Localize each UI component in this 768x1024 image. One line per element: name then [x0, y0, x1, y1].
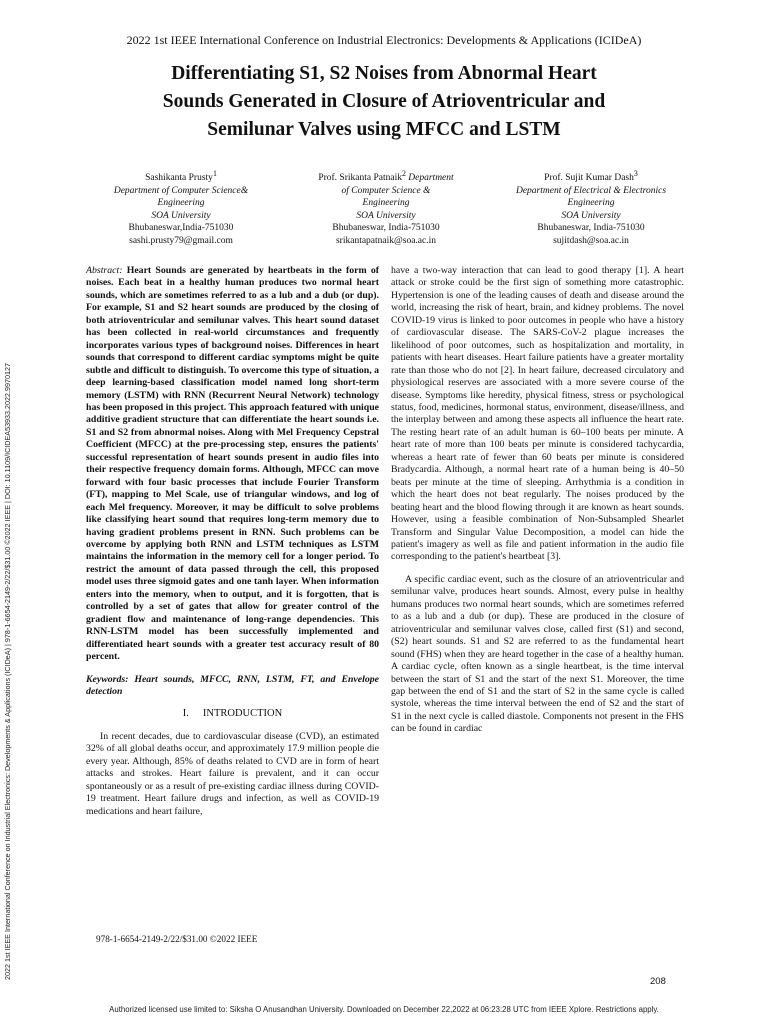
footer-isbn: 978-1-6654-2149-2/22/$31.00 ©2022 IEEE — [96, 934, 258, 944]
title-line: Sounds Generated in Closure of Atrioventricular and — [162, 91, 606, 112]
author-affiliation: Department of Electrical & Electronics — [515, 185, 667, 196]
author-affiliation: SOA University — [356, 210, 416, 221]
author-email[interactable]: sujitdash@soa.ac.in — [553, 235, 629, 246]
author-1 — [86, 168, 276, 247]
section-number: I. — [182, 708, 189, 720]
keywords-text: Heart sounds, MFCC, RNN, LSTM, FT, and Envelope detection — [86, 673, 380, 697]
body-paragraph: have a two-way interaction that can lead to good therapy [1]. A heart attack or stroke could be the first sign of something more catastrophic. Hypertension is one of the leading causes of death and disease around the world, increasing the risk of heart, brain, and kidney problems. The novel COVID-19 virus is linked to poor outcomes in people who have a history of cardiovascular disease. The SARS-CoV-2 plague increases the likelihood of poor outcomes, such as hospitalization and mortality, in patients with heart diseases. Heart failure patients have a greater mortality rate than those who do not [2]. In heart failure, decreased circulatory and physiological reserves are associated with a more severe course of the disease. Symptoms like heredity, physical fitness, stress or psychological status, food, medicines, hormonal status, environment, disease/illness, and the interplay between and among these aspects all influence the heart rate. The resting heart rate of an adult human is 60–100 beats per minute. A heart rate of more than 100 beats per minute is considered tachycardia, whereas a heart rate of fewer than 60 beats per minute is considered Bradycardia. Although, a normal heart rate of a human being is 40–50 beats per minute at the time of sleeping. Arrhythmia is a condition in which the heart does not beat regularly. The noises produced by the beating heart and the blood flowing through it are known as heart sounds. However, using a feasible combination of Non-Subsampled Shearlet Transform and Singular Value Decomposition, a model can hide the patient's imagery as well as file and patient information in the audio file corresponding to the patient's heartbeat [3]. — [391, 265, 684, 563]
side-doi-banner: 2022 1st IEEE International Conference on Industrial Electronics: Developments & Applications (ICIDeA) | 978-1-6654-2149-2/22/$31.00 ©2022 IEEE | DOI: 10.1109/ICIDEA53933.2022.9970127 — [3, 362, 12, 980]
author-location: Bhubaneswar, India-751030 — [537, 223, 645, 234]
author-3 — [496, 168, 686, 247]
author-location: Bhubaneswar,India-751030 — [128, 223, 234, 234]
paper-title — [40, 60, 728, 144]
author-block — [86, 168, 686, 247]
author-name-suffix: Department — [408, 173, 454, 184]
abstract-text: Heart Sounds are generated by heartbeats in the form of noises. Each beat in a healthy human produces two normal heart sounds, which are sometimes referred to as a lub and a dub (or dup). For example, S1 and S2 heart sounds are produced by the closing of both atrioventricular and semilunar valves. This heart sound dataset has been collected in real-world circumstances and frequently incorporates various types of background noises. Differences in heart sounds that correspond to different cardiac symptoms might be quite subtle and difficult to distinguish. To overcome this type of situation, a deep learning-based classification model named long short-term memory (LSTM) with RNN (Recurrent Neural Network) technology has been proposed in this project. This approach featured with unique additive gradient structure that can differentiate the heart sounds i.e. S1 and S2 from abnormal noises. Along with Mel Frequency Cepstral Coefficient (MFCC) at the pre-processing step, ensures the patients' successful representation of heart sounds present in audio files into their respective frequency domain forms. Although, MFCC can move forward with four basic processes that include Fourier Transform (FT), mapping to Mel Scale, use of triangular windows, and log of each Mel frequency. Moreover, it may be difficult to solve problems like classifying heart sound that requires long-term memory due to having gradient problems present in RNN. Such problems can be overcome by applying both RNN and LSTM techniques as LSTM maintains the information in the memory cell for a longer period. To restrict the amount of data passed through the cell, this proposed model uses three sigmoid gates and one tanh layer. When information enters into the memory, when to output, and it is forgotten, that is controlled by a set of gates that allow for greater control of the gradient flow and maintenance of long-range dependencies. This RNN-LSTM model has been successfully implemented and differentiated heart sounds with a greater test accuracy result of 80 percent. — [86, 265, 379, 663]
section-title: INTRODUCTION — [202, 708, 283, 720]
title-line: Differentiating S1, S2 Noises from Abnormal Heart — [171, 63, 597, 84]
abstract — [86, 265, 379, 664]
author-name-line — [291, 168, 481, 185]
author-email[interactable]: sashi.prusty79@gmail.com — [129, 235, 233, 246]
section-heading — [86, 708, 379, 720]
author-sup: 2 — [401, 169, 406, 178]
title-line: Semilunar Valves using MFCC and LSTM — [207, 119, 561, 140]
intro-paragraph: In recent decades, due to cardiovascular disease (CVD), an estimated 32% of all global deaths occur, and approximately 17.9 million people die every year. Although, 85% of deaths related to CVD are in form of heart attacks and strokes. Heart failure is prevalent, and it can occur spontaneously or as a result of pre-existing cardiac illness during COVID-19 treatment. Heart failure drugs and infection, as well as COVID-19 medications and heart failure, — [86, 730, 379, 817]
author-name-line — [496, 168, 686, 185]
author-affiliation: Engineering — [157, 198, 205, 209]
author-affiliation: Engineering — [567, 198, 615, 209]
left-column — [86, 265, 379, 818]
right-column — [391, 265, 684, 736]
author-name: Sashikanta Prusty — [145, 173, 213, 184]
author-email[interactable]: srikantapatnaik@soa.ac.in — [335, 235, 437, 246]
author-name-line — [86, 168, 276, 185]
author-name: Prof. Srikanta Patnaik — [318, 173, 402, 184]
abstract-label: Abstract: — [86, 265, 123, 276]
license-notice: Authorized licensed use limited to: Siksha O Anusandhan University. Downloaded on December 22,2022 at 06:23:28 UTC from IEEE Xplore. Restrictions apply. — [109, 1005, 659, 1014]
author-name: Prof. Sujit Kumar Dash — [544, 173, 634, 184]
author-affiliation: SOA University — [561, 210, 621, 221]
author-sup: 3 — [633, 169, 638, 178]
conference-header: 2022 1st IEEE International Conference on Industrial Electronics: Developments & Applications (ICIDeA) — [126, 33, 642, 47]
author-location: Bhubaneswar, India-751030 — [332, 223, 440, 234]
author-affiliation: Engineering — [362, 198, 410, 209]
author-sup: 1 — [212, 169, 217, 178]
keywords — [86, 674, 379, 699]
author-2 — [291, 168, 481, 247]
page-number: 208 — [650, 976, 666, 987]
keywords-label: Keywords: — [86, 673, 129, 685]
author-affiliation: SOA University — [151, 210, 211, 221]
author-affiliation: of Computer Science & — [341, 185, 431, 196]
body-paragraph: A specific cardiac event, such as the closure of an atrioventricular and semilunar valve, produces heart sounds. Almost, every pulse in healthy humans produces two normal heart sounds, which are sometimes referred to as a lub and a dub (or dup). These are produced in the closure of atrioventricular and semilunar valves close, called first (S1) and second, (S2) heart sounds. S1 and S2 are referred to as the fundamental heart sound (FHS) when they are heard together in the case of a healthy human. A cardiac cycle, often known as a single heartbeat, is the time interval between the start of S1 and the start of the next S1. Moreover, the time gap between the end of S1 and the start of S2 in the same cycle is called systole, whereas the time interval between the end of S2 and the start of S1 in the next cycle is called diastole. Components not present in the FHS can be found in cardiac — [391, 573, 684, 735]
author-affiliation: Department of Computer Science& — [113, 185, 249, 196]
